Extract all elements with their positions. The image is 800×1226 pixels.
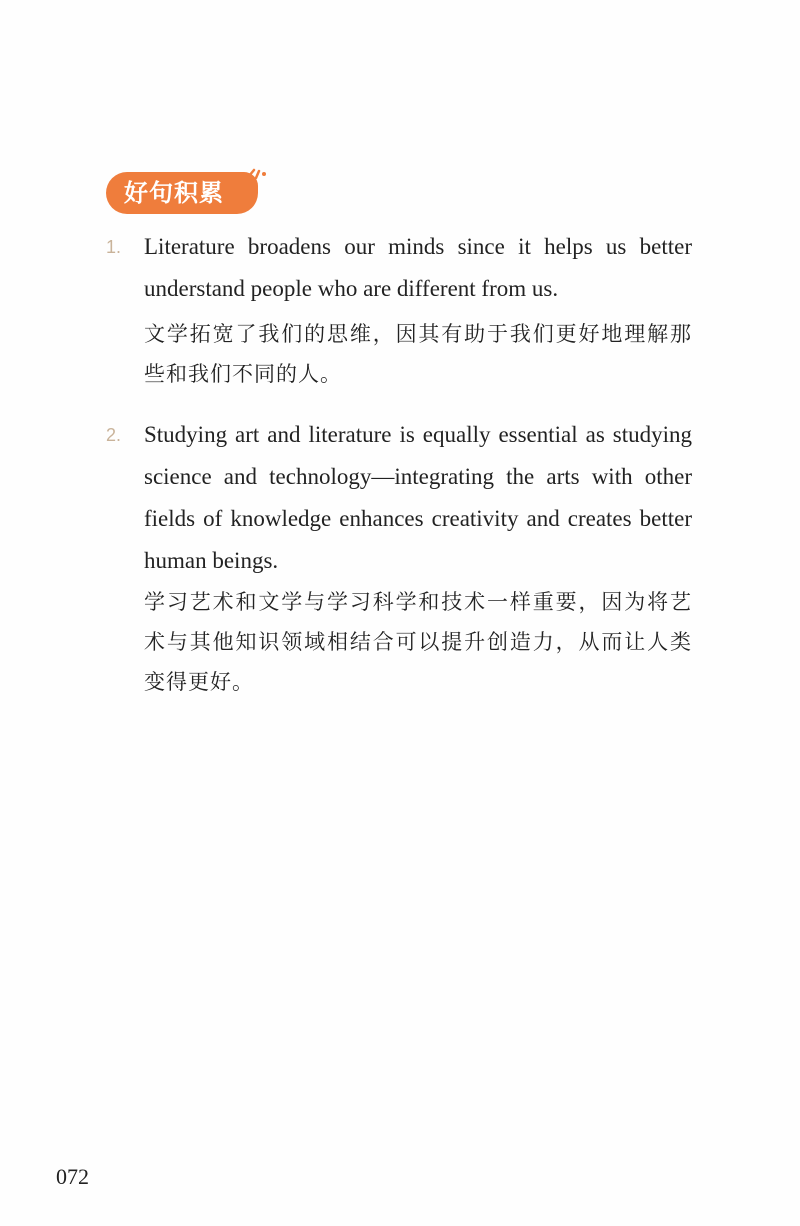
chinese-translation: 学习艺术和文学与学习科学和技术一样重要，因为将艺术与其他知识领域相结合可以提升创造力，从而让人类变得更好。 — [144, 590, 692, 694]
sentence-item — [106, 414, 706, 714]
section-heading-tag — [106, 172, 258, 214]
item-number: 2. — [106, 425, 122, 445]
sentence-item — [106, 226, 706, 406]
item-number: 1. — [106, 237, 122, 257]
english-sentence: Studying art and literature is equally essential as studying science and technology—integrating the arts with other fields of knowledge enhances creativity and creates better human beings. — [144, 422, 692, 573]
english-sentence: Literature broadens our minds since it helps us better understand people who are different from us. — [144, 234, 692, 301]
chinese-translation: 文学拓宽了我们的思维，因其有助于我们更好地理解那些和我们不同的人。 — [144, 322, 692, 386]
sparkle-decoration-icon — [246, 162, 270, 186]
page-number: 072 — [56, 1164, 89, 1189]
section-heading-text: 好句积累 — [124, 179, 224, 207]
